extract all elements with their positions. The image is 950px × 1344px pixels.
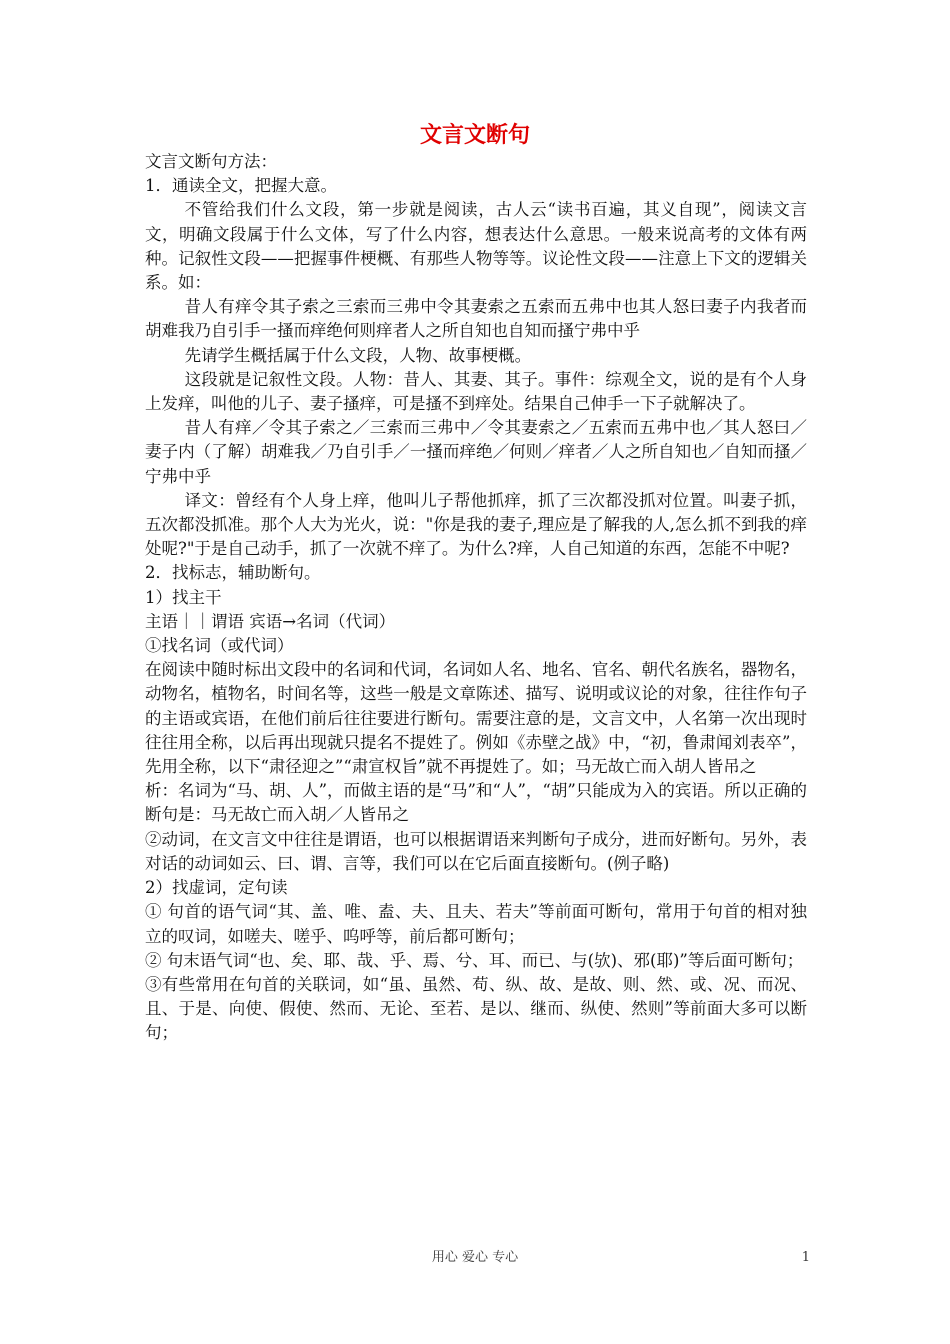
paragraph: ①找名词（或代词）	[145, 636, 294, 656]
paragraph: 2）找虚词，定句读	[145, 878, 288, 898]
paragraph: 这段就是记叙性文段。人物：昔人、其妻、其子。事件：综观全文，说的是有个人身上发痒，叫他的儿子、妻子搔痒，可是搔不到痒处。结果自己伸手一下子就解决了。	[145, 369, 807, 414]
paragraph: ②动词，在文言文中往往是谓语，也可以根据谓语来判断句子成分，进而好断句。另外，表对话的动词如云、曰、谓、言等，我们可以在它后面直接断句。(例子略)	[145, 829, 807, 873]
paragraph: 1）找主干	[145, 587, 222, 607]
document-body	[145, 150, 807, 1046]
paragraph: 在阅读中随时标出文段中的名词和代词，名词如人名、地名、官名、朝代名族名，器物名，动物名，植物名，时间名等，这些一般是文章陈述、描写、说明或议论的对象，往往作句子的主语或宾语，在他们前后往往要进行断句。需要注意的是，文言文中，人名第一次出现时往往用全称，以后再出现就只提名不提姓了。例如《赤壁之战》中，“初，鲁肃闻刘表卒”，先用全称，以下“肃径迎之”“肃宣权旨”就不再提姓了。如；马无故亡而入胡人皆吊之	[145, 660, 807, 777]
paragraph: ① 句首的语气词“其、盖、唯、盍、夫、且夫、若夫”等前面可断句，常用于句首的相对独立的叹词，如嗟夫、嗟乎、呜呼等，前后都可断句；	[145, 902, 807, 946]
paragraph: 1．通读全文，把握大意。	[145, 176, 337, 196]
paragraph: 译文：曾经有个人身上痒，他叫儿子帮他抓痒，抓了三次都没抓对位置。叫妻子抓，五次都没抓准。那个人大为光火，说："你是我的妻子,理应是了解我的人,怎么抓不到我的痒处呢?"于是自己动手，抓了一次就不痒了。为什么?痒，人自己知道的东西，怎能不中呢?	[145, 490, 807, 559]
page-number: 1	[801, 1250, 810, 1265]
paragraph: ② 句末语气词“也、矣、耶、哉、乎、焉、兮、耳、而已、与(欤)、邪(耶)”等后面可断句；	[145, 950, 804, 970]
paragraph: 昔人有痒令其子索之三索而三弗中令其妻索之五索而五弗中也其人怒曰妻子内我者而胡难我乃自引手一搔而痒绝何则痒者人之所自知也自知而搔宁弗中乎	[145, 297, 807, 341]
paragraph: 不管给我们什么文段，第一步就是阅读，古人云“读书百遍，其义自现”，阅读文言文，明确文段属于什么文体，写了什么内容，想表达什么意思。一般来说高考的文体有两种。记叙性文段——把握事件梗概、有那些人物等等。议论性文段——注意上下文的逻辑关系。如：	[145, 200, 807, 293]
footer-slogan: 用心 爱心 专心	[431, 1250, 519, 1265]
page-title: 文言文断句	[419, 122, 530, 148]
paragraph: 昔人有痒／令其子索之／三索而三弗中／令其妻索之／五索而五弗中也／其人怒曰／妻子内（了解）胡难我／乃自引手／一搔而痒绝／何则／痒者／人之所自知也／自知而搔／宁弗中乎	[145, 418, 807, 486]
paragraph: 析：名词为“马、胡、人”，而做主语的是“马”和“人”，“胡”只能成为入的宾语。所以正确的断句是：马无故亡而入胡／人皆吊之	[145, 781, 807, 825]
paragraph: 主语｜｜谓语 宾语→名词（代词）	[145, 611, 396, 631]
paragraph: ③有些常用在句首的关联词，如“虽、虽然、苟、纵、故、是故、则、然、或、况、而况、且、于是、向使、假使、然而、无论、至若、是以、继而、纵使、然则”等前面大多可以断句；	[145, 974, 807, 1043]
paragraph: 2．找标志，辅助断句。	[145, 563, 321, 583]
paragraph: 文言文断句方法：	[145, 152, 277, 171]
paragraph: 先请学生概括属于什么文段，人物、故事梗概。	[184, 345, 532, 365]
